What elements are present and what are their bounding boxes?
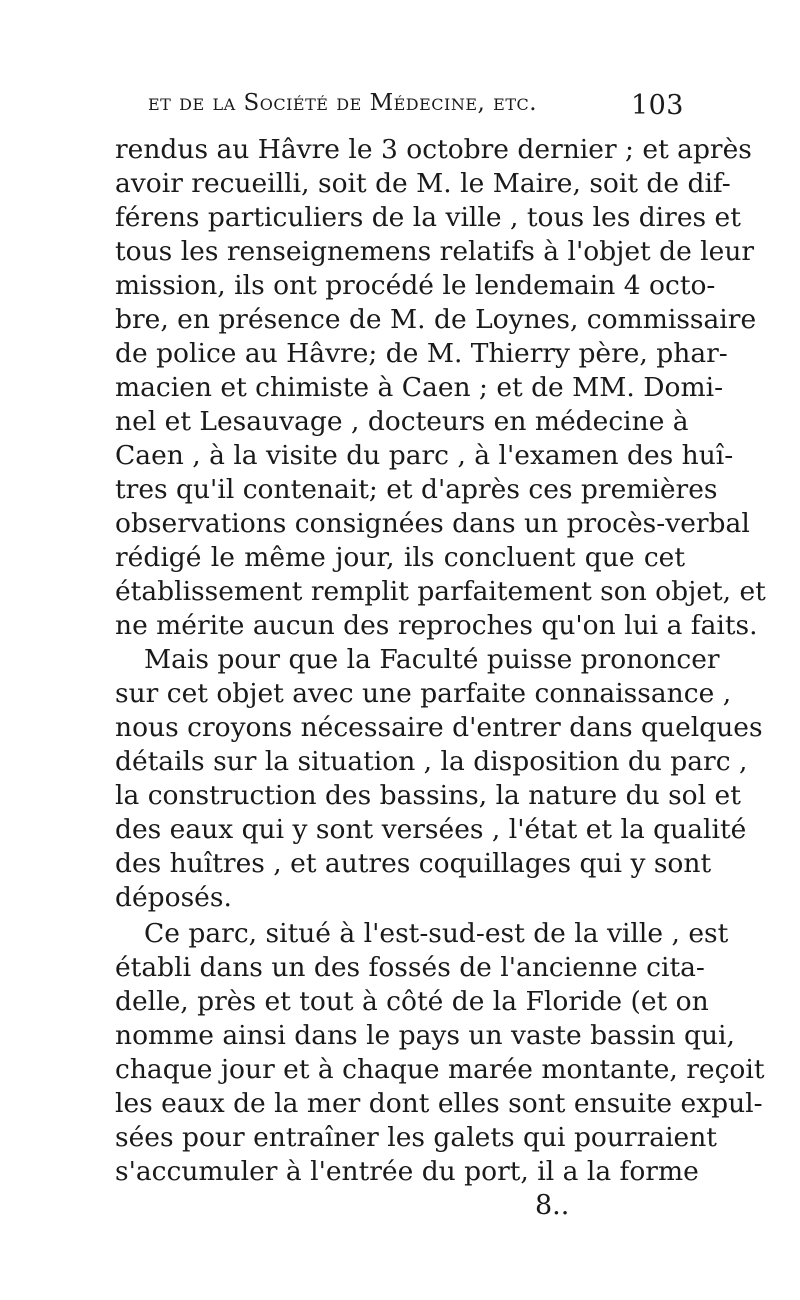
text-line: de police au Hâvre; de M. Thierry père, phar- (115, 338, 728, 369)
text-line: nel et Lesauvage , docteurs en médecine à (115, 406, 689, 437)
text-line: des huîtres , et autres coquillages qui y sont (115, 848, 712, 879)
text-line: établissement remplit parfaitement son objet, et (115, 576, 766, 607)
text-line: sur cet objet avec une parfaite connaissance , (115, 678, 732, 709)
text-line: rendus au Hâvre le 3 octobre dernier ; et après (115, 134, 752, 165)
text-line: bre, en présence de M. de Loynes, commissaire (115, 304, 757, 335)
text-line: rédigé le même jour, ils concluent que cet (115, 542, 685, 573)
text-line: Caen , à la visite du parc , à l'examen des huî- (115, 440, 734, 471)
text-line: delle, près et tout à côté de la Floride (et on (115, 986, 709, 1017)
text-line: établi dans un des fossés de l'ancienne cita- (115, 952, 705, 983)
text-line: mission, ils ont procédé le lendemain 4 octo- (115, 270, 716, 301)
text-line: la construction des bassins, la nature du sol et (115, 780, 741, 811)
text-line: nomme ainsi dans le pays un vaste bassin qui, (115, 1020, 735, 1051)
text-line: avoir recueilli, soit de M. le Maire, soit de dif- (115, 168, 731, 199)
page-number: 103 (630, 90, 684, 121)
text-line: tous les renseignemens relatifs à l'objet de leur (115, 236, 755, 267)
text-line: déposés. (115, 882, 232, 913)
running-head (148, 86, 684, 126)
text-line: observations consignées dans un procès-verbal (115, 508, 750, 539)
text-line: férens particuliers de la ville , tous les dires et (115, 202, 741, 233)
text-line: chaque jour et à chaque marée montante, reçoit (115, 1054, 765, 1085)
text-line: s'accumuler à l'entrée du port, il a la forme (115, 1156, 699, 1187)
text-line: détails sur la situation , la disposition du parc , (115, 746, 748, 777)
running-head-title: et de la Société de Médecine, etc. (148, 90, 538, 116)
text-line: Ce parc, situé à l'est-sud-est de la ville , est (144, 918, 729, 949)
text-line: sées pour entraîner les galets qui pourraient (115, 1122, 717, 1153)
text-line: macien et chimiste à Caen ; et de MM. Domi- (115, 372, 724, 403)
text-line: les eaux de la mer dont elles sont ensuite expul- (115, 1088, 763, 1119)
text-line: tres qu'il contenait; et d'après ces premières (115, 474, 718, 505)
text-line: des eaux qui y sont versées , l'état et la qualité (115, 814, 747, 845)
catchword: 8.. (535, 1190, 570, 1221)
text-line: Mais pour que la Faculté puisse prononcer (144, 644, 720, 675)
text-line: nous croyons nécessaire d'entrer dans quelques (115, 712, 763, 743)
text-line: ne mérite aucun des reproches qu'on lui a faits. (115, 610, 758, 641)
